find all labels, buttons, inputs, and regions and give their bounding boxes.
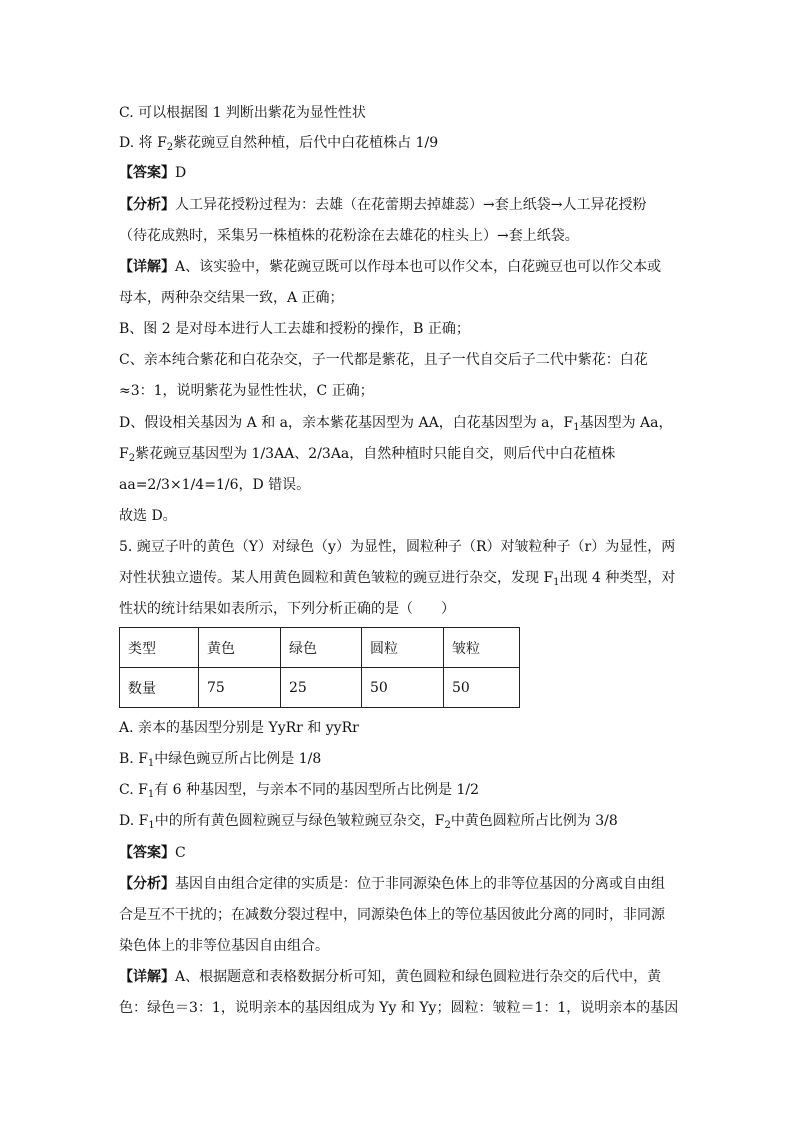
analysis-label: 【分析】 [119,876,175,892]
q4-detail-line-6: D、假设相关基因为 A 和 a，亲本紫花基因型为 AA，白花基因型为 a，$F_1$基因型为 Aa， [119,415,673,433]
q5-analysis-line-3: 染色体上的非等位基因自由组合。 [119,938,329,954]
table-cell: 50 [444,668,520,708]
table-cell: 数量 [120,668,199,708]
table-cell: 25 [281,668,362,708]
trait-statistics-table [119,627,520,708]
q5-stem-line-3: 性状的统计结果如表所示，下列分析正确的是（ ） [119,601,455,617]
q5-analysis-line-1: 【分析】基因自由组合定律的实质是：位于非同源染色体上的非等位基因的分离或自由组 [119,876,665,892]
q5-detail-line-2: 色：绿色＝3：1，说明亲本的基因组成为 Yy 和 Yy；圆粒：皱粒＝1：1，说明亲本的基因 [119,1000,679,1016]
q4-option-d: D. 将 $F_2$紫花豌豆自然种植，后代中白花植株占 1/9 [119,135,439,153]
q4-analysis-line-1: 【分析】人工异花授粉过程为：去雄（在花蕾期去掉雄蕊）→套上纸袋→人工异花授粉 [119,197,647,213]
q4-detail-line-7: $F_2$紫花豌豆基因型为 1/3AA、2/3Aa，自然种植时只能自交，则后代中白花植株 [119,446,616,464]
table-cell: 圆粒 [362,628,444,668]
q4-analysis-line-2: （待花成熟时，采集另一株植株的花粉涂在去雄花的柱头上）→套上纸袋。 [119,228,579,244]
q4-answer: 【答案】D [119,165,187,181]
table-cell: 75 [199,668,281,708]
table-cell: 类型 [120,628,199,668]
q4-option-c: C. 可以根据图 1 判断出紫花为显性性状 [119,105,366,121]
q5-detail-line-1: 【详解】A、根据题意和表格数据分析可知，黄色圆粒和绿色圆粒进行杂交的后代中，黄 [119,969,662,985]
q5-option-c: C. $F_1$有 6 种基因型，与亲本不同的基因型所占比例是 1/2 [119,782,479,800]
q4-detail-line-1: 【详解】A、该实验中，紫花豌豆既可以作母本也可以作父本，白花豌豆也可以作父本或 [119,259,662,275]
detail-label: 【详解】 [119,969,175,985]
q5-option-a: A. 亲本的基因型分别是 YyRr 和 yyRr [119,720,359,736]
q4-detail-line-5: ≈3：1，说明紫花为显性性状，C 正确； [119,383,374,399]
q5-analysis-line-2: 合是互不干扰的；在减数分裂过程中，同源染色体上的等位基因彼此分离的同时，非同源 [119,907,665,923]
q4-detail-line-2: 母本，两种杂交结果一致，A 正确； [119,290,344,306]
q5-stem-line-1: 5. 豌豆子叶的黄色（Y）对绿色（y）为显性，圆粒种子（R）对皱粒种子（r）为显性，两 [119,539,676,555]
analysis-label: 【分析】 [119,197,175,213]
q4-detail-line-8: aa=2/3×1/4=1/6，D 错误。 [119,477,311,493]
q4-detail-line-3: B、图 2 是对母本进行人工去雄和授粉的操作，B 正确； [119,321,470,337]
q5-option-d: D. $F_1$中的所有黄色圆粒豌豆与绿色皱粒豌豆杂交，$F_2$中黄色圆粒所占比例为 3/8 [119,813,618,831]
q5-option-b: B. $F_1$中绿色豌豆所占比例是 1/8 [119,751,322,769]
table-cell: 50 [362,668,444,708]
table-cell: 黄色 [199,628,281,668]
answer-label: 【答案】 [119,845,175,861]
q5-stem-line-2: 对性状独立遗传。某人用黄色圆粒和黄色皱粒的豌豆进行杂交，发现 $F_1$出现 4 种类型，对 [119,570,676,588]
table-cell: 皱粒 [444,628,520,668]
detail-label: 【详解】 [119,259,175,275]
answer-label: 【答案】 [119,165,175,181]
table-row [120,668,520,708]
table-cell: 绿色 [281,628,362,668]
q4-choose: 故选 D。 [119,508,177,524]
table-header-row [120,628,520,668]
q4-detail-line-4: C、亲本纯合紫花和白花杂交，子一代都是紫花，且子一代自交后子二代中紫花：白花 [119,352,648,368]
q5-answer: 【答案】C [119,845,186,861]
